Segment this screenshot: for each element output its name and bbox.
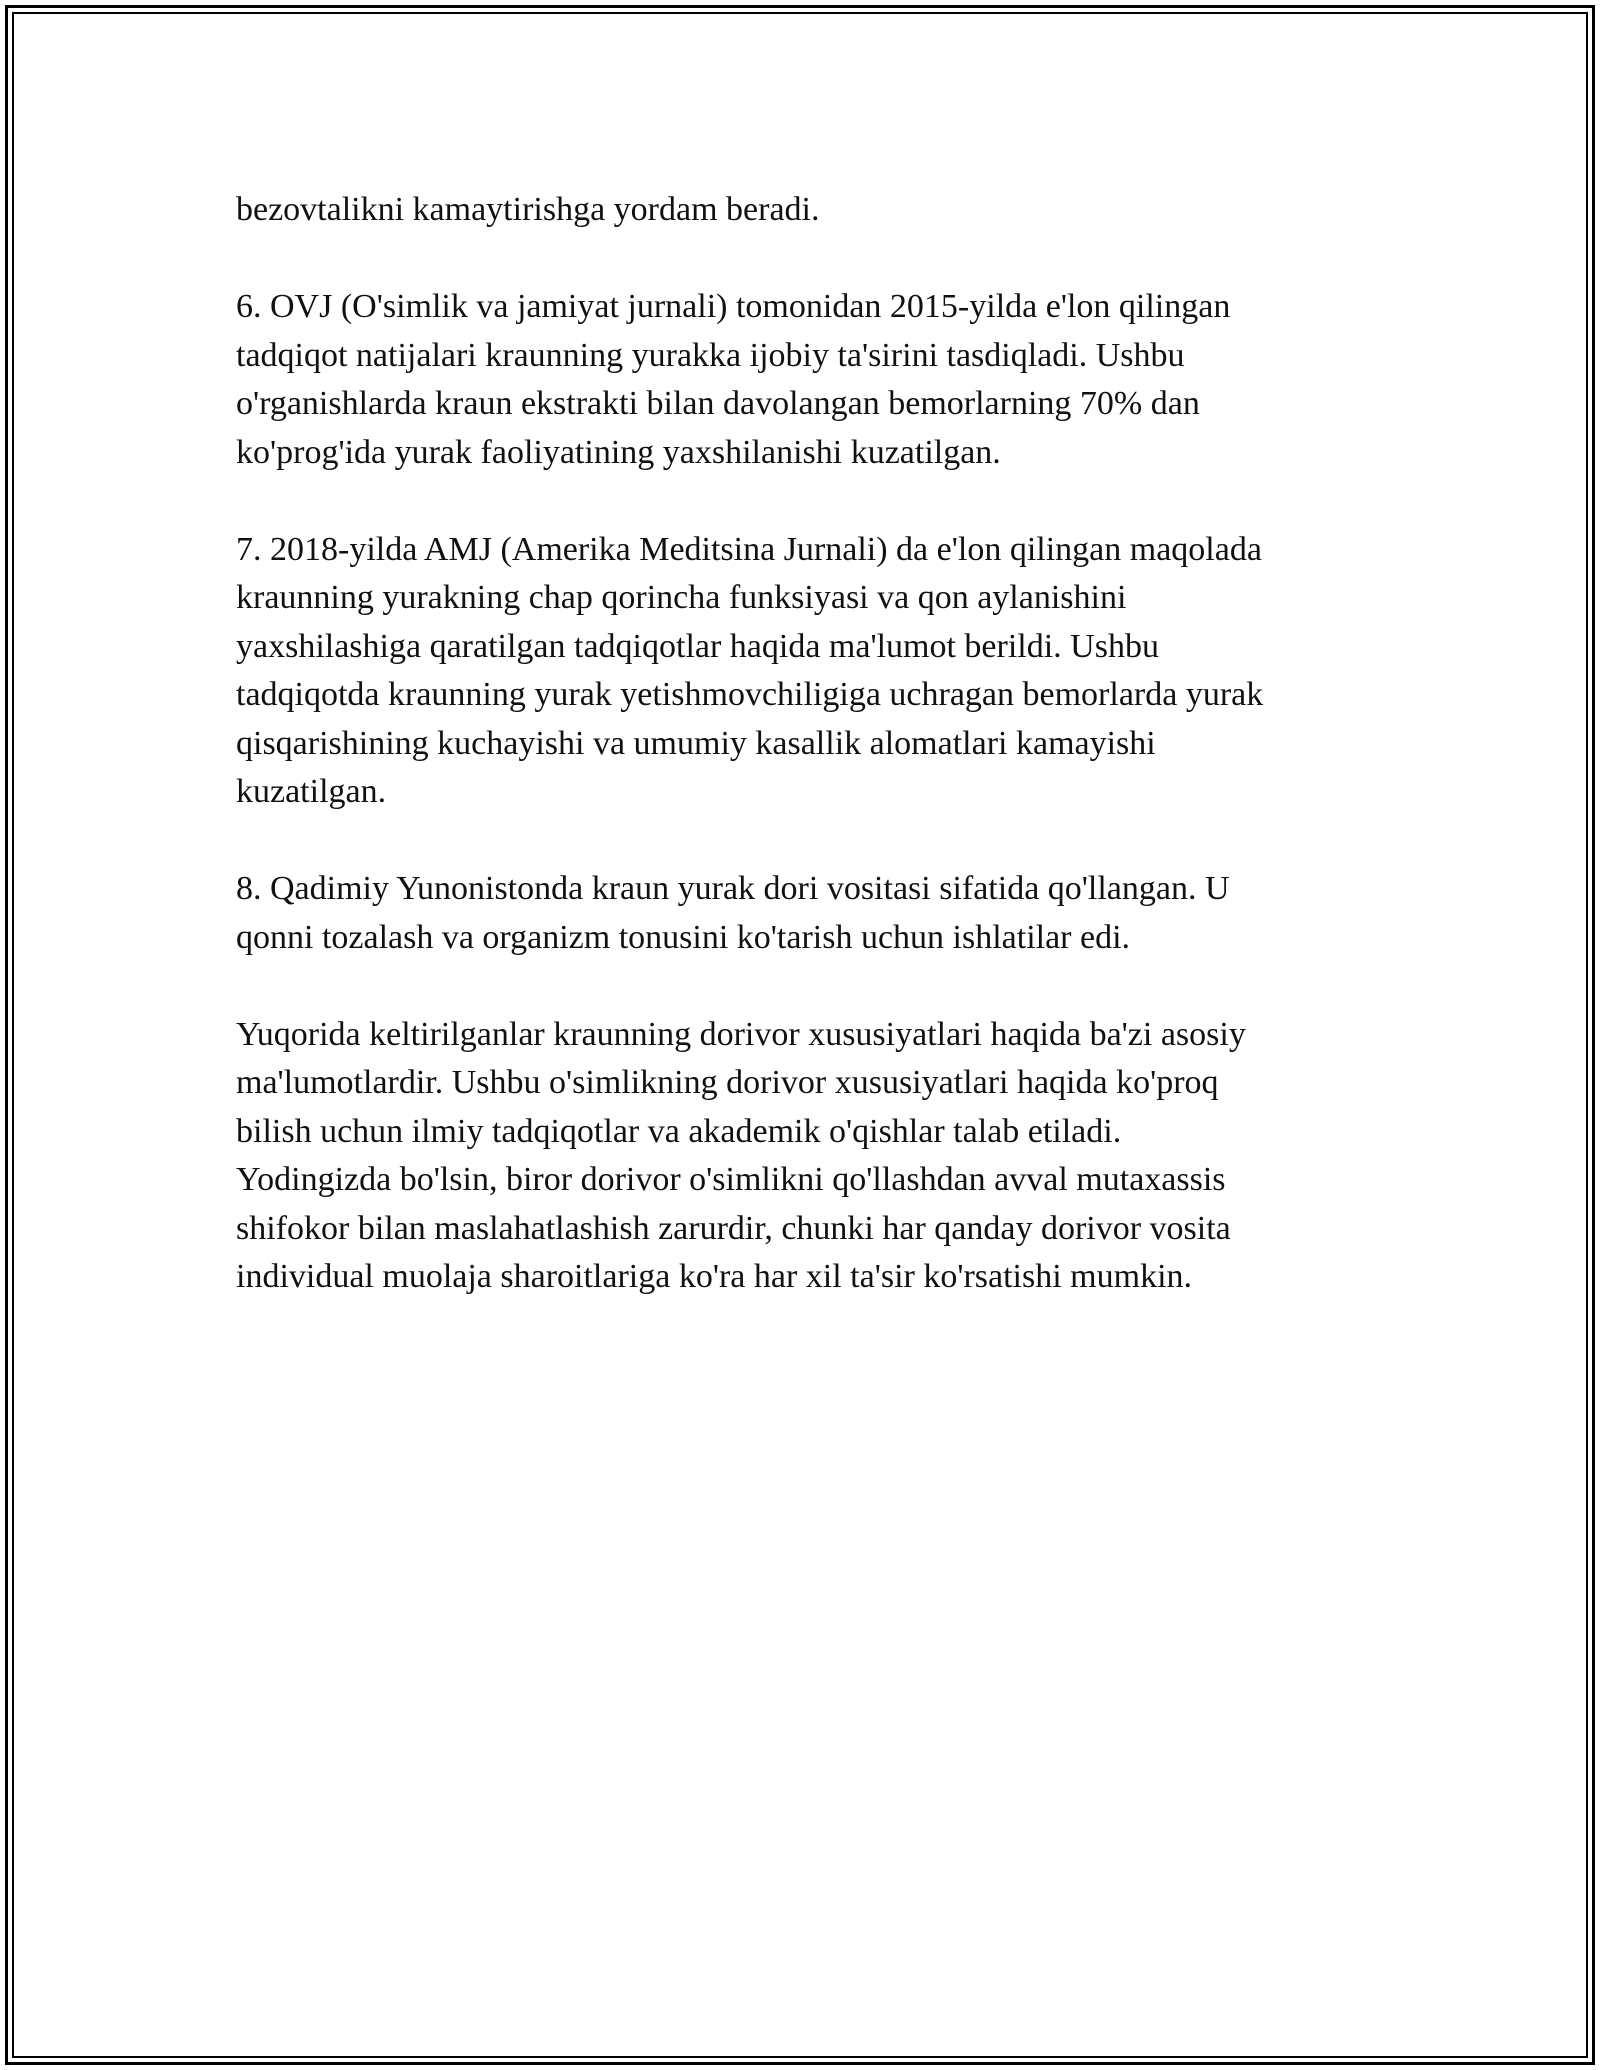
paragraph-item-6: 6. OVJ (O'simlik va jamiyat jurnali) tomonidan 2015-yilda e'lon qilingan tadqiqot natijalari kraunning yurakka ijobiy ta'sirini tasdiqladi. Ushbu o'rganishlarda kraun ekstrakti bilan davolangan bemorlarning 70% dan ko'prog'ida yurak faoliyatining yaxshilanishi kuzatilgan. [236, 288, 1231, 471]
paragraph-item-8: 8. Qadimiy Yunonistonda kraun yurak dori vositasi sifatida qo'llangan. U qonni tozalash va organizm tonusini ko'tarish uchun ishlatilar edi. [236, 870, 1230, 956]
paragraph-item-7: 7. 2018-yilda AMJ (Amerika Meditsina Jurnali) da e'lon qilingan maqolada kraunning yurakning chap qorincha funksiyasi va qon aylanishini yaxshilashiga qaratilgan tadqiqotlar haqida ma'lumot berildi. Ushbu tadqiqotda kraunning yurak yetishmovchiligiga uchragan bemorlarda yurak qisqarishining kuchayishi va umumiy kasallik alomatlari kamayishi kuzatilgan. [236, 530, 1264, 810]
paragraph-conclusion: Yuqorida keltirilganlar kraunning dorivor xususiyatlari haqida ba'zi asosiy ma'lumotlardir. Ushbu o'simlikning dorivor xususiyatlari haqida ko'proq bilish uchun ilmiy tadqiqotlar va akademik o'qishlar talab etiladi. Yodingizda bo'lsin, biror dorivor o'simlikni qo'llashdan avval mutaxassis shifokor bilan maslahatlashish zarurdir, chunki har qanday dorivor vosita individual muolaja sharoitlariga ko'ra har xil ta'sir ko'rsatishi mumkin. [236, 1015, 1246, 1295]
paragraph-continuation: bezovtalikni kamaytirishga yordam beradi. [236, 191, 820, 228]
document-body [236, 186, 1366, 1350]
